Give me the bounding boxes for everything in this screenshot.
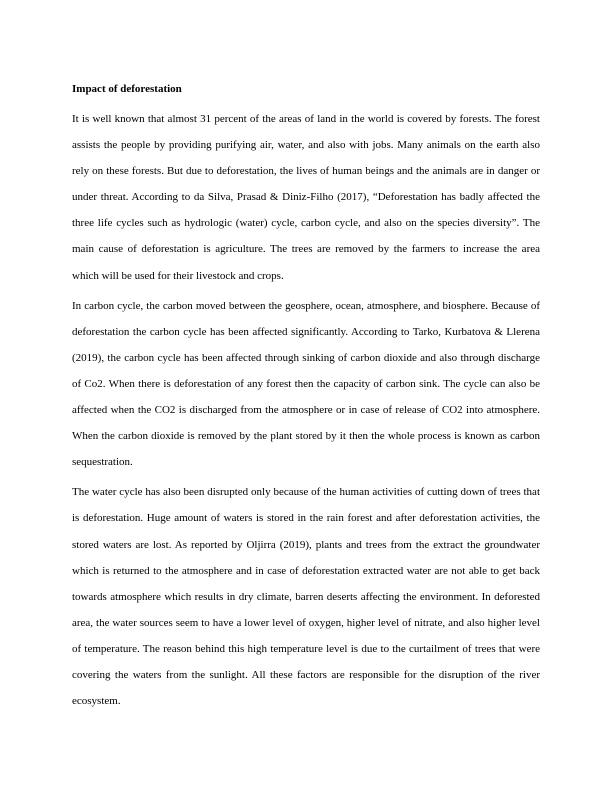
document-page: [72, 79, 540, 718]
paragraph-intro: It is well known that almost 31 percent of the areas of land in the world is covered by forests. The forest assists the people by providing purifying air, water, and also with jobs. Many animals on the earth also rely on these forests. But due to deforestation, the lives of human beings and the animals are in danger or under threat. According to da Silva, Prasad & Diniz-Filho (2017), “Deforestation has badly affected the three life cycles such as hydrologic (water) cycle, carbon cycle, and also on the species diversity”. The main cause of deforestation is agriculture. The trees are removed by the farmers to increase the area which will be used for their livestock and crops.: [72, 113, 540, 282]
paragraph-water-cycle: The water cycle has also been disrupted only because of the human activities of cutting down of trees that is deforestation. Huge amount of waters is stored in the rain forest and after deforestation activities, the stored waters are lost. As reported by Oljirra (2019), plants and trees from the extract the groundwater which is returned to the atmosphere and in case of deforestation extracted water are not able to get back towards atmosphere which results in dry climate, barren deserts affecting the environment. In deforested area, the water sources seem to have a lower level of oxygen, higher level of nitrate, and also higher level of temperature. The reason behind this high temperature level is due to the curtailment of trees that were covering the waters from the sunlight. All these factors are responsible for the disruption of the river ecosystem.: [72, 486, 540, 708]
paragraph-carbon-cycle: In carbon cycle, the carbon moved between the geosphere, ocean, atmosphere, and biosphere. Because of deforestation the carbon cycle has been affected significantly. According to Tarko, Kurbatova & Llerena (2019), the carbon cycle has been affected through sinking of carbon dioxide and also through discharge of Co2. When there is deforestation of any forest then the capacity of carbon sink. The cycle can also be affected when the CO2 is discharged from the atmosphere or in case of release of CO2 into atmosphere. When the carbon dioxide is removed by the plant stored by it then the whole process is known as carbon sequestration.: [72, 299, 540, 469]
section-heading: Impact of deforestation: [72, 83, 182, 95]
